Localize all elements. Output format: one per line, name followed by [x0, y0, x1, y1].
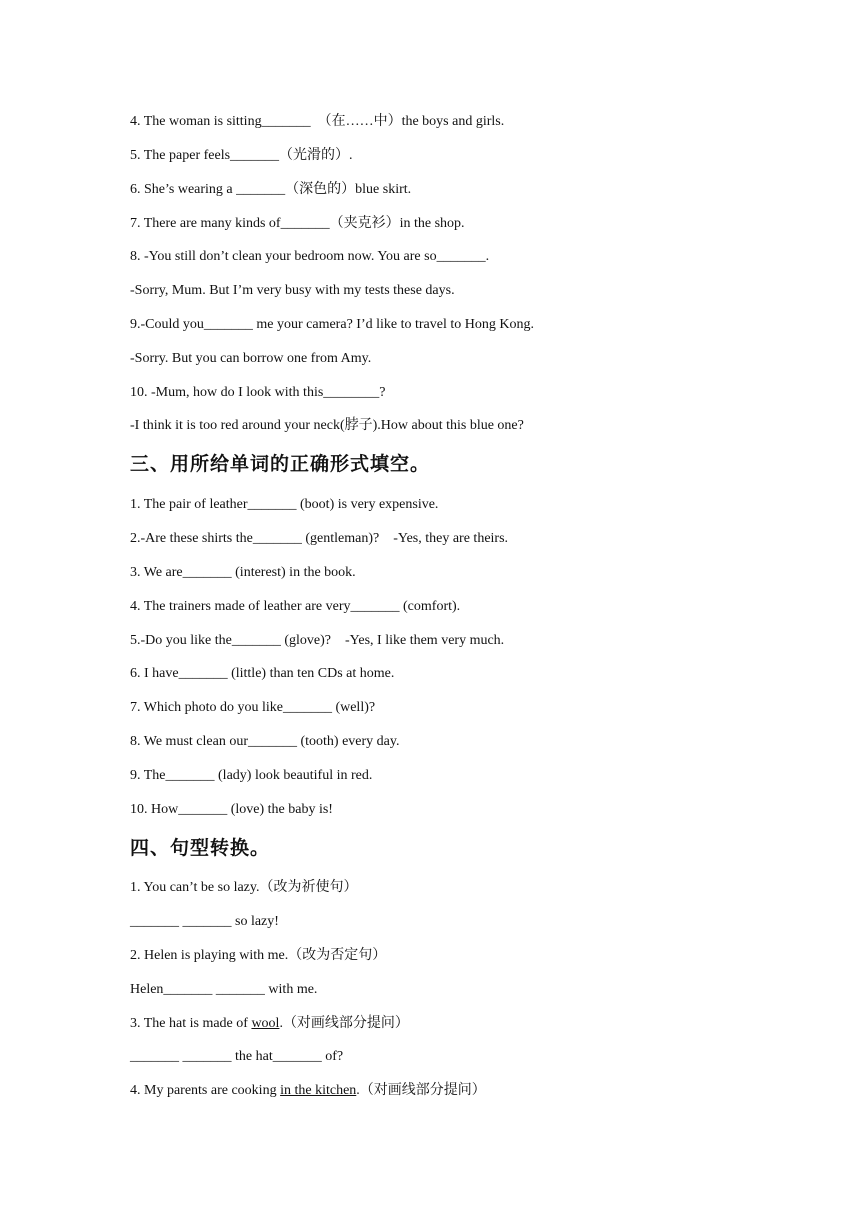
exercise-line: 6. I have_______ (little) than ten CDs at home. — [130, 666, 395, 681]
section-3-heading: 三、用所给单词的正确形式填空。 — [130, 453, 431, 475]
exercise-line: 7. There are many kinds of_______（夹克衫）in the shop. — [130, 216, 465, 231]
exercise-line — [130, 1082, 486, 1100]
answer-line: _______ _______ the hat_______ of? — [130, 1049, 344, 1064]
exercise-line — [130, 1015, 409, 1033]
exercise-line: 1. The pair of leather_______ (boot) is very expensive. — [130, 497, 439, 512]
exercise-line: 2. Helen is playing with me.（改为否定句） — [130, 948, 387, 963]
question-text: 3. The hat is made of — [130, 1016, 252, 1031]
exercise-line: 9. The_______ (lady) look beautiful in red. — [130, 768, 373, 783]
question-text: 4. My parents are cooking — [130, 1083, 281, 1098]
answer-line: Helen_______ _______ with me. — [130, 982, 318, 997]
exercise-line: 9.-Could you_______ me your camera? I’d like to travel to Hong Kong. — [130, 317, 534, 332]
exercise-line: 1. You can’t be so lazy.（改为祈使句） — [130, 880, 358, 895]
question-instruction: .（对画线部分提问） — [356, 1083, 486, 1098]
underlined-part: wool — [251, 1016, 280, 1031]
exercise-line: 8. -You still don’t clean your bedroom now. You are so_______. — [130, 249, 490, 264]
exercise-line: 5. The paper feels_______（光滑的）. — [130, 148, 353, 163]
exercise-line: 10. -Mum, how do I look with this________? — [130, 385, 386, 400]
exercise-line: 8. We must clean our_______ (tooth) every day. — [130, 734, 400, 749]
answer-line: _______ _______ so lazy! — [130, 914, 279, 929]
exercise-line: 3. We are_______ (interest) in the book. — [130, 565, 356, 580]
exercise-line: 6. She’s wearing a _______（深色的）blue skirt. — [130, 182, 412, 197]
exercise-line: -Sorry. But you can borrow one from Amy. — [130, 351, 372, 366]
exercise-line: -Sorry, Mum. But I’m very busy with my tests these days. — [130, 283, 455, 298]
exercise-line: 4. The trainers made of leather are very_______ (comfort). — [130, 599, 461, 614]
exercise-line: 5.-Do you like the_______ (glove)? -Yes, I like them very much. — [130, 633, 505, 648]
exercise-line: 2.-Are these shirts the_______ (gentleman)? -Yes, they are theirs. — [130, 531, 509, 546]
question-instruction: .（对画线部分提问） — [279, 1016, 409, 1031]
section-4-heading: 四、句型转换。 — [130, 837, 271, 859]
exercise-line: 4. The woman is sitting_______ （在……中）the boys and girls. — [130, 114, 505, 129]
exercise-line: -I think it is too red around your neck(脖子).How about this blue one? — [130, 418, 524, 433]
exercise-line: 10. How_______ (love) the baby is! — [130, 802, 333, 817]
exercise-line: 7. Which photo do you like_______ (well)? — [130, 700, 376, 715]
underlined-part: in the kitchen — [280, 1083, 357, 1098]
